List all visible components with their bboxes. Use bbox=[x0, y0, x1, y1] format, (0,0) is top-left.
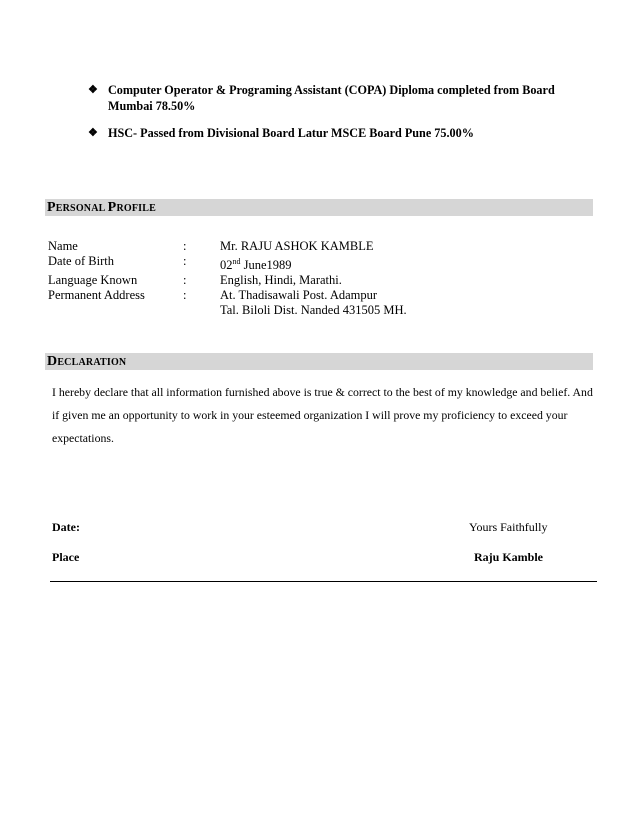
education-item bbox=[88, 125, 588, 141]
diamond-bullet-icon: ❖ bbox=[88, 84, 98, 96]
declaration-text: I hereby declare that all information furnished above is true & correct to the best of my knowledge and belief. And if given me an opportunity to work in your esteemed organization I will prove my proficiency to exceed your expectations. bbox=[52, 385, 593, 445]
profile-label: Name bbox=[48, 239, 78, 253]
profile-value: 02nd June1989 bbox=[220, 257, 292, 273]
profile-separator: : bbox=[183, 273, 187, 288]
profile-separator: : bbox=[183, 254, 187, 268]
diamond-bullet-icon: ❖ bbox=[88, 127, 98, 139]
profile-row-name bbox=[48, 239, 608, 254]
education-list bbox=[88, 82, 588, 152]
profile-separator: : bbox=[183, 239, 187, 253]
profile-label: Permanent Address bbox=[48, 288, 145, 303]
profile-row-language bbox=[48, 273, 608, 288]
personal-profile-heading: PERSONAL PROFILE bbox=[45, 199, 593, 216]
profile-label: Language Known bbox=[48, 273, 138, 288]
closing-text: Yours Faithfully bbox=[469, 520, 548, 534]
profile-separator: : bbox=[183, 288, 187, 303]
profile-value: At. Thadisawali Post. Adampur Tal. Biloli Dist. Nanded 431505 MH. bbox=[220, 288, 407, 318]
education-item-text: Computer Operator & Programing Assistant (COPA) Diploma completed from Board Mumbai 78.50% bbox=[108, 83, 555, 113]
personal-profile-table bbox=[48, 239, 608, 318]
footer-divider bbox=[50, 581, 597, 582]
education-item bbox=[88, 82, 588, 114]
place-label: Place bbox=[52, 550, 80, 564]
date-label: Date: bbox=[52, 520, 80, 534]
profile-row-address bbox=[48, 288, 608, 318]
declaration-heading: DECLARATION bbox=[45, 353, 593, 370]
profile-label: Date of Birth bbox=[48, 254, 114, 268]
profile-value: English, Hindi, Marathi. bbox=[220, 273, 342, 288]
profile-value: Mr. RAJU ASHOK KAMBLE bbox=[220, 239, 374, 253]
signatory-name: Raju Kamble bbox=[474, 550, 543, 564]
education-item-text: HSC- Passed from Divisional Board Latur MSCE Board Pune 75.00% bbox=[108, 126, 474, 140]
profile-row-dob bbox=[48, 254, 608, 273]
